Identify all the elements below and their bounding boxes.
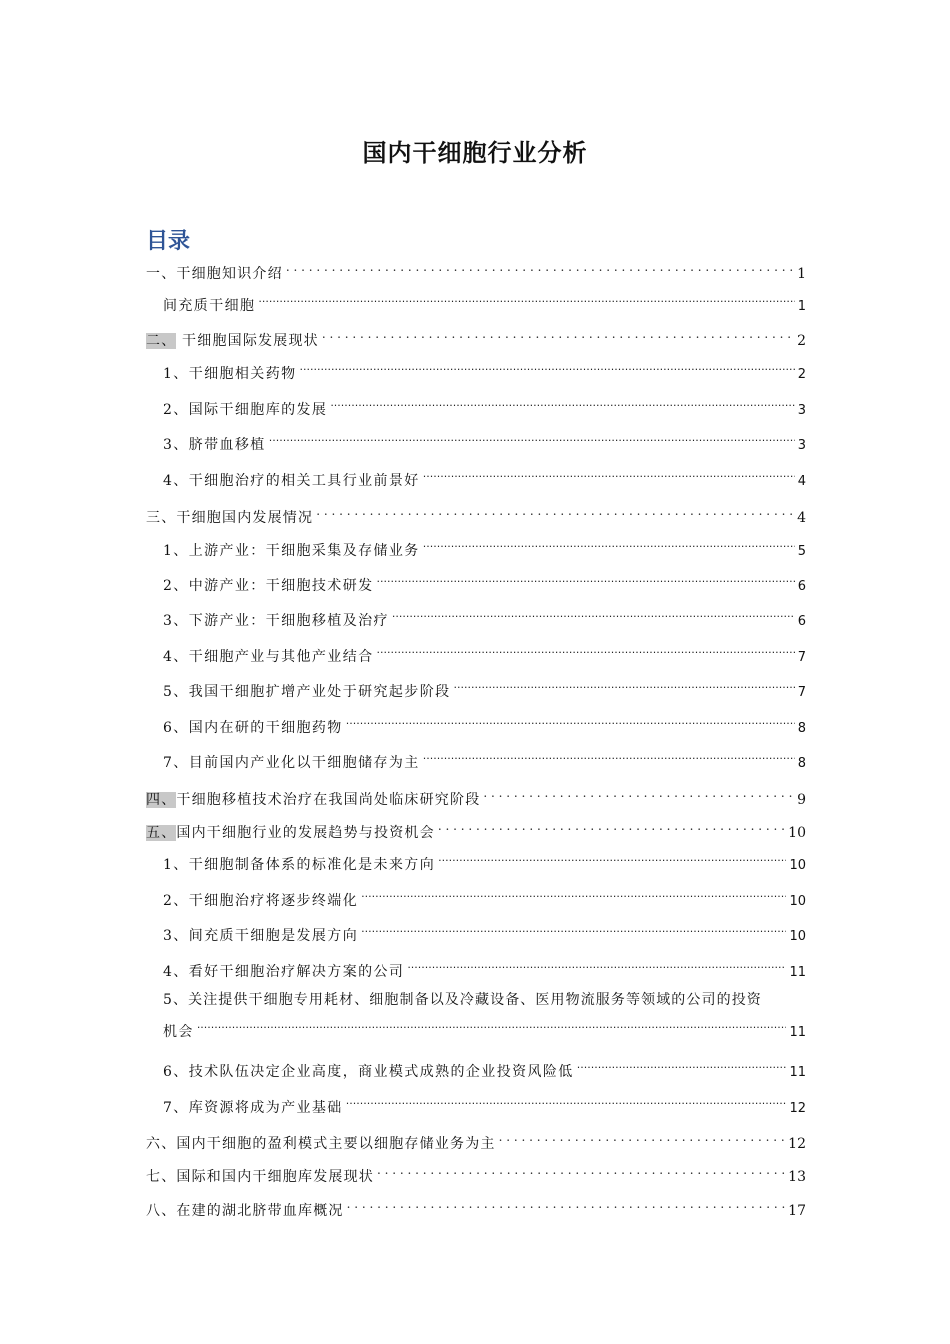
toc-entry-label: 7、目前国内产业化以干细胞储存为主 — [163, 755, 420, 771]
toc-entry-label: 八、在建的湖北脐带血库概况 — [146, 1203, 344, 1219]
toc-entry-label: 7、库资源将成为产业基础 — [163, 1100, 343, 1116]
toc-page-number: 12 — [788, 1136, 806, 1152]
toc-page-number: 2 — [797, 333, 806, 349]
toc-entry-label: 2、中游产业：干细胞技术研发 — [163, 578, 374, 594]
toc-entry-label: 1、上游产业：干细胞采集及存储业务 — [163, 543, 420, 559]
toc-entry-5-5[interactable] — [163, 986, 806, 1040]
toc-page-number: 3 — [797, 403, 806, 418]
toc-leader — [454, 674, 795, 696]
toc-leader — [269, 427, 795, 449]
toc-entry-label: 七、国际和国内干细胞库发展现状 — [146, 1169, 374, 1185]
toc-entry-label: 4、干细胞产业与其他产业结合 — [163, 649, 374, 665]
toc-leader — [483, 782, 794, 804]
toc-leader — [377, 568, 795, 590]
toc-leader — [346, 1090, 787, 1112]
toc-page-number: 10 — [789, 929, 806, 944]
toc-page-number: 3 — [797, 438, 806, 453]
toc-page-number: 11 — [789, 1025, 806, 1040]
toc-page-number: 8 — [797, 721, 806, 736]
toc-entry-2-3[interactable] — [163, 427, 806, 453]
toc-entry-label: 1、干细胞制备体系的标准化是未来方向 — [163, 857, 436, 873]
toc-entry-label: 5、关注提供干细胞专用耗材、细胞制备以及冷藏设备、医用物流服务等领域的公司的投资 — [163, 992, 762, 1008]
toc-entry-3-7[interactable] — [163, 745, 806, 771]
toc-leader — [361, 883, 786, 905]
toc-leader — [499, 1126, 786, 1148]
toc-leader — [286, 256, 794, 278]
toc-leader — [330, 392, 794, 414]
toc-leader — [361, 918, 786, 940]
toc-heading: 目录 — [146, 229, 191, 254]
toc-entry-5[interactable] — [146, 815, 806, 841]
toc-leader — [300, 356, 795, 378]
toc-entry-1-1[interactable] — [163, 288, 806, 314]
toc-entry-7[interactable] — [146, 1159, 806, 1185]
toc-entry-2-4[interactable] — [163, 463, 806, 489]
toc-leader — [322, 323, 794, 345]
toc-page-number: 10 — [788, 825, 806, 841]
toc-entry-label: 4、干细胞治疗的相关工具行业前景好 — [163, 473, 420, 489]
toc-entry-label: 干细胞国际发展现状 — [176, 333, 319, 349]
toc-entry-1[interactable] — [146, 256, 806, 282]
toc-page-number: 11 — [789, 965, 806, 980]
toc-page-number: 17 — [788, 1203, 806, 1219]
toc-entry-label: 6、国内在研的干细胞药物 — [163, 720, 343, 736]
toc-entry-5-2[interactable] — [163, 883, 806, 909]
toc-entry-2-1[interactable] — [163, 356, 806, 382]
toc-page-number: 10 — [789, 858, 806, 873]
toc-entry-label: 4、看好干细胞治疗解决方案的公司 — [163, 964, 405, 980]
toc-leader — [197, 1014, 787, 1036]
toc-leader — [258, 288, 794, 310]
toc-leader — [438, 815, 785, 837]
toc-leader — [377, 1159, 785, 1181]
toc-entry-3-6[interactable] — [163, 710, 806, 736]
toc-page-number: 1 — [797, 299, 806, 314]
toc-entry-label: 5、我国干细胞扩增产业处于研究起步阶段 — [163, 684, 451, 700]
toc-entry-5-1[interactable] — [163, 847, 806, 873]
toc-leader — [423, 745, 795, 767]
toc-page-number: 7 — [797, 685, 806, 700]
toc-leader — [377, 639, 795, 661]
toc-entry-number: 四、 — [146, 792, 177, 808]
toc-entry-5-7[interactable] — [163, 1090, 806, 1116]
toc-entry-label-continued: 机会 — [163, 1024, 194, 1040]
toc-entry-label: 一、干细胞知识介绍 — [146, 266, 283, 282]
toc-entry-3-1[interactable] — [163, 533, 806, 559]
toc-page-number: 6 — [797, 614, 806, 629]
toc-page-number: 1 — [797, 266, 806, 282]
toc-entry-label: 6、技术队伍决定企业高度，商业模式成熟的企业投资风险低 — [163, 1064, 574, 1080]
toc-page-number: 6 — [797, 579, 806, 594]
toc-leader — [346, 710, 795, 732]
toc-entry-5-3[interactable] — [163, 918, 806, 944]
toc-page-number: 8 — [797, 756, 806, 771]
toc-entry-label: 间充质干细胞 — [163, 298, 256, 314]
document-title: 国内干细胞行业分析 — [362, 139, 588, 167]
toc-entry-label: 三、干细胞国内发展情况 — [146, 510, 314, 526]
toc-entry-3-2[interactable] — [163, 568, 806, 594]
toc-page-number: 12 — [789, 1101, 806, 1116]
toc-leader — [423, 533, 795, 555]
toc-entry-label: 3、脐带血移植 — [163, 437, 266, 453]
toc-entry-label: 3、间充质干细胞是发展方向 — [163, 928, 359, 944]
toc-entry-label: 2、干细胞治疗将逐步终端化 — [163, 893, 359, 909]
toc-page-number: 4 — [797, 474, 806, 489]
toc-entry-2-2[interactable] — [163, 392, 806, 418]
toc-leader — [577, 1054, 787, 1076]
toc-entry-5-6[interactable] — [163, 1054, 806, 1080]
toc-entry-4[interactable] — [146, 782, 806, 808]
toc-entry-label: 3、下游产业：干细胞移植及治疗 — [163, 613, 389, 629]
toc-entry-label: 干细胞移植技术治疗在我国尚处临床研究阶段 — [176, 792, 481, 808]
toc-page-number: 13 — [788, 1169, 806, 1185]
toc-page-number: 2 — [797, 367, 806, 382]
toc-page-number: 9 — [797, 792, 806, 808]
toc-entry-label: 1、干细胞相关药物 — [163, 366, 297, 382]
toc-leader — [407, 954, 786, 976]
toc-entry-label: 六、国内干细胞的盈利模式主要以细胞存储业务为主 — [146, 1136, 496, 1152]
toc-page-number: 10 — [789, 894, 806, 909]
toc-leader — [392, 603, 795, 625]
toc-entry-8[interactable] — [146, 1193, 806, 1219]
toc-entry-3-4[interactable] — [163, 639, 806, 665]
toc-entry-number: 五、 — [146, 825, 177, 841]
toc-leader — [423, 463, 795, 485]
toc-entry-label: 2、国际干细胞库的发展 — [163, 402, 328, 418]
toc-leader — [316, 500, 794, 522]
toc-page-number: 7 — [797, 650, 806, 665]
toc-entry-2[interactable] — [146, 323, 806, 349]
toc-entry-6[interactable] — [146, 1126, 806, 1152]
toc-entry-number: 二、 — [146, 333, 177, 349]
toc-leader — [347, 1193, 786, 1215]
toc-leader — [438, 847, 786, 869]
toc-entry-5-4[interactable] — [163, 954, 806, 980]
toc-page-number: 5 — [797, 544, 806, 559]
toc-page-number: 4 — [797, 510, 806, 526]
toc-entry-3-5[interactable] — [163, 674, 806, 700]
toc-entry-3-3[interactable] — [163, 603, 806, 629]
toc-entry-label: 国内干细胞行业的发展趋势与投资机会 — [176, 825, 435, 841]
toc-page-number: 11 — [789, 1065, 806, 1080]
toc-entry-3[interactable] — [146, 500, 806, 526]
